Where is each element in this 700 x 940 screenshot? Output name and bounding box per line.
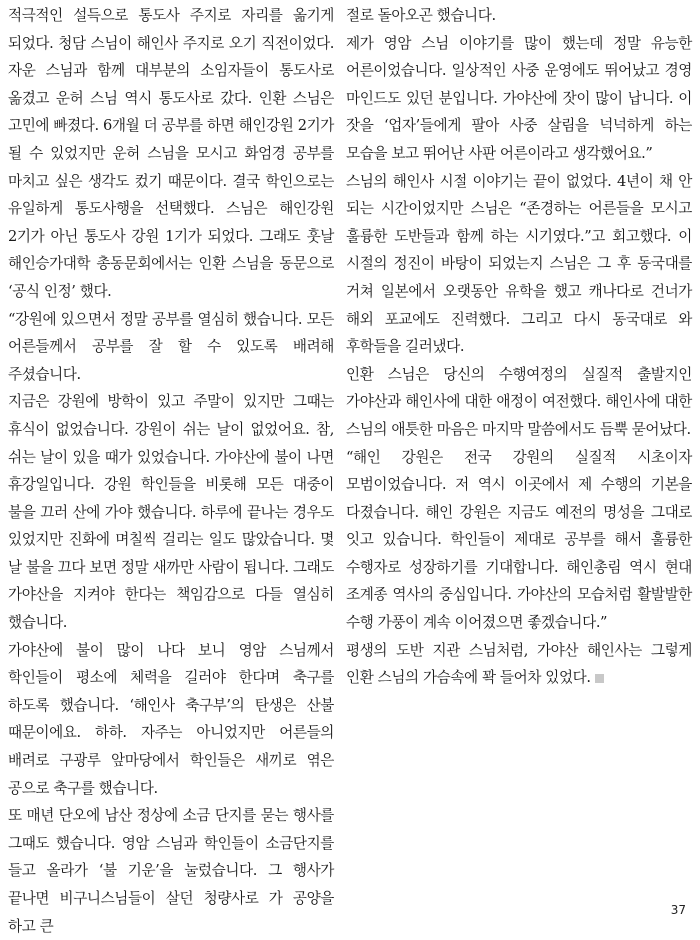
closing-paragraph-text: 평생의 도반 지관 스님처럼, 가야산 해인사는 그렇게 인환 스님의 가슴속에 꽉 들어차 있었다.	[346, 641, 692, 687]
paragraph: 가야산에 불이 많이 나다 보니 영암 스님께서 학인들이 평소에 체력을 길러야 한다며 축구를 하도록 했습니다. ‘해인사 축구부’의 탄생은 산불 때문이에요. 하하. 자주는 아니었지만 어른들의 배려로 구광루 앞마당에서 학인들은 새끼로 엮은 공으로 축구를 했습니다.	[8, 641, 334, 797]
article-column-left	[8, 2, 334, 940]
closing-paragraph	[346, 637, 692, 692]
paragraph: 제가 영암 스님 이야기를 많이 했는데 정말 유능한 어른이었습니다. 일상적인 사중 운영에도 뛰어났고 경영 마인드도 있던 분입니다. 가야산에 잣이 많이 납니다. 이 잣을 ‘업자’들에게 팔아 사중 살림을 넉넉하게 하는 모습을 보고 뛰어난 사판 어른이라고 생각했어요.”	[346, 34, 692, 162]
paragraph: 적극적인 설득으로 통도사 주지로 자리를 옮기게 되었다. 청담 스님이 해인사 주지로 오기 직전이었다. 자운 스님과 함께 대부분의 소임자들이 통도사로 옮겼고 운허 스님 역시 통도사로 갔다. 인환 스님은 고민에 빠졌다. 6개월 더 공부를 하면 해인강원 2기가 될 수 있었지만 운허 스님을 모시고 화엄경 공부를 마치고 싶은 생각도 컸기 때문이다. 결국 학인으로는 유일하게 통도사행을 선택했다. 스님은 해인강원 2기가 아닌 통도사 강원 1기가 되었다. 그래도 훗날 해인승가대학 총동문회에서는 인환 스님을 동문으로 ‘공식 인정’ 했다.	[8, 7, 334, 300]
paragraph: 인환 스님은 당신의 수행여정의 실질적 출발지인 가야산과 해인사에 대한 애정이 여전했다. 해인사에 대한 스님의 애틋한 마음은 마지막 말씀에서도 듬뿍 묻어났다.	[346, 365, 692, 438]
article-column-right	[346, 2, 692, 692]
paragraph: “해인 강원은 전국 강원의 실질적 시초이자 모범이었습니다. 저 역시 이곳에서 제 수행의 기본을 다졌습니다. 해인 강원은 지금도 예전의 명성을 그대로 잇고 있습니다. 학인들이 제대로 공부를 해서 훌륭한 수행자로 성장하기를 기대합니다. 해인총림 역시 현대 조계종 역사의 중심입니다. 가야산의 모습처럼 활발발한 수행 가풍이 계속 이어졌으면 좋겠습니다.”	[346, 448, 692, 632]
paragraph: 스님의 해인사 시절 이야기는 끝이 없었다. 4년이 채 안 되는 시간이었지만 스님은 “존경하는 어른들을 모시고 훌륭한 도반들과 함께 하는 시기였다.”고 회고했다. 이 시절의 정진이 바탕이 되었는지 스님은 그 후 동국대를 거쳐 일본에서 오랫동안 유학을 했고 캐나다로 건너가 해외 포교에도 진력했다. 그리고 다시 동국대로 와 후학들을 길러냈다.	[346, 172, 692, 356]
paragraph: 또 매년 단오에 남산 정상에 소금 단지를 묻는 행사를 그때도 했습니다. 영암 스님과 학인들이 소금단지를 들고 올라가 ‘불 기운’을 눌렀습니다. 그 행사가 끝나면 비구니스님들이 살던 청량사로 가 공양을 하고 큰	[8, 807, 334, 935]
paragraph: 절로 돌아오곤 했습니다.	[346, 7, 496, 24]
page-number: 37	[670, 903, 686, 917]
end-of-article-square-icon	[595, 674, 604, 683]
paragraph: 지금은 강원에 방학이 있고 주말이 있지만 그때는 휴식이 없었습니다. 강원이 쉬는 날이 없었어요. 참, 쉬는 날이 있을 때가 있었습니다. 가야산에 불이 나면 휴강일입니다. 강원 학인들을 비롯해 모든 대중이 불을 끄러 산에 가야 했습니다. 하루에 끝나는 경우도 있었지만 진화에 며칠씩 걸리는 일도 많았습니다. 몇 날 불을 끄다 보면 정말 새까만 사람이 됩니다. 그래도 가야산을 지켜야 한다는 책임감으로 다들 열심히 했습니다.	[8, 393, 334, 632]
paragraph: “강원에 있으면서 정말 공부를 열심히 했습니다. 모든 어른들께서 공부를 잘 할 수 있도록 배려해 주셨습니다.	[8, 310, 334, 383]
